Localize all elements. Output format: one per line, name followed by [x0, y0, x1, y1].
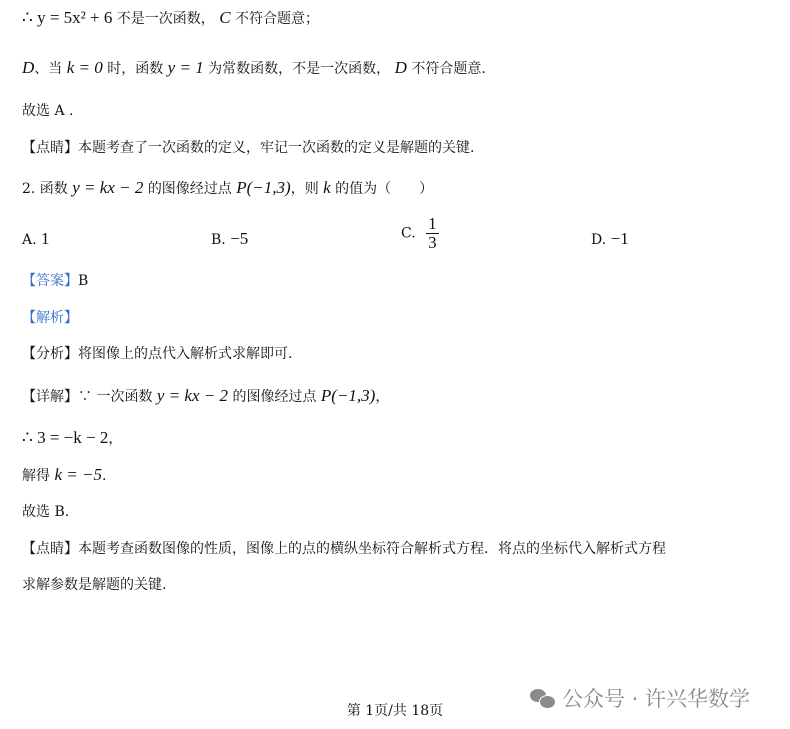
text: 故选 B.: [22, 504, 70, 520]
fenxi-line: [22, 344, 292, 364]
math-expression: k = −5: [54, 465, 102, 484]
line-conclusion-d: [22, 58, 486, 79]
math-expression: P(−1,3): [320, 386, 376, 405]
text: ∵ 一次函数: [78, 389, 153, 405]
tag-analysis: 【解析】: [22, 310, 78, 326]
answer-value: B: [78, 273, 89, 289]
option-label: B.: [211, 232, 226, 248]
option-value: −1: [610, 229, 629, 248]
text: 将图像上的点代入解析式求解即可.: [78, 346, 293, 362]
option-label: C.: [401, 225, 416, 242]
text: 的图像经过点: [147, 181, 232, 197]
fraction-denominator: 3: [428, 233, 437, 252]
tag-dianjing: 【点睛】: [22, 140, 78, 156]
math-expression: k = 0: [66, 58, 103, 77]
math-expression: y = 1: [167, 58, 204, 77]
watermark: [530, 683, 750, 713]
wechat-icon: [530, 687, 556, 709]
tag-dianjing: 【点睛】: [22, 541, 78, 557]
step-1: [22, 428, 122, 449]
tag-fenxi: 【分析】: [22, 346, 78, 362]
math-expression: P(−1,3): [236, 178, 291, 197]
text: 的值为（ ）: [335, 181, 434, 197]
math-var: D: [22, 58, 35, 77]
question-number: 2. 函数: [22, 181, 68, 197]
step-3: [22, 502, 69, 522]
math-var: C: [219, 8, 231, 27]
text: 本题考查了一次函数的定义，牢记一次函数的定义是解题的关键.: [78, 140, 475, 156]
text: 、当: [34, 61, 63, 77]
xiangjie-line: [22, 386, 389, 407]
option-a: [22, 229, 50, 250]
text: ，: [375, 389, 390, 405]
math-expression: y = kx − 2: [72, 178, 144, 197]
option-c: [401, 215, 439, 252]
text: 不是一次函数，: [116, 11, 215, 27]
text: ，: [108, 431, 123, 447]
option-value: −5: [230, 229, 249, 248]
math-expression: y = kx − 2: [156, 386, 228, 405]
text: 的图像经过点: [232, 389, 317, 405]
text: 本题考查函数图像的性质，图像上的点的横纵坐标符合解析式方程．将点的坐标代入解析式方程: [78, 541, 666, 557]
text: 时，函数: [107, 61, 164, 77]
text: 不符合题意；: [235, 11, 320, 27]
dianjing-2-line-2: [22, 575, 166, 595]
text: ，则: [290, 181, 319, 197]
math-expression: ∴ 3 = −k − 2: [22, 428, 109, 447]
analysis-line: [22, 308, 78, 328]
option-label: D.: [591, 232, 607, 248]
fraction: [426, 215, 439, 252]
page-number: 第 1页/共 18页: [346, 703, 444, 719]
option-b: [211, 229, 248, 250]
watermark-text: 公众号 · 许兴华数学: [562, 687, 751, 711]
option-d: [591, 229, 629, 250]
line-choose-a: [22, 101, 73, 121]
line-conclusion-c: [22, 8, 319, 29]
text: .: [101, 468, 107, 484]
option-value: 1: [41, 229, 50, 248]
math-var: D: [394, 58, 407, 77]
dianjing-2-line-1: [22, 539, 666, 559]
text: 为常数函数，不是一次函数，: [208, 61, 391, 77]
text: 求解参数是解题的关键.: [22, 577, 167, 593]
answer-line: [22, 271, 88, 291]
text: 故选 A .: [22, 103, 74, 119]
step-2: [22, 465, 106, 486]
tag-answer: 【答案】: [22, 273, 78, 289]
text: 不符合题意.: [411, 61, 486, 77]
math-var: k: [323, 178, 331, 197]
tag-xiangjie: 【详解】: [22, 389, 78, 405]
question-2: [22, 178, 433, 199]
text: 解得: [22, 468, 50, 484]
line-dianjing-1: [22, 138, 474, 158]
fraction-numerator: 1: [428, 214, 437, 233]
option-label: A.: [22, 232, 37, 248]
math-expression: ∴ y = 5x² + 6: [22, 8, 113, 27]
